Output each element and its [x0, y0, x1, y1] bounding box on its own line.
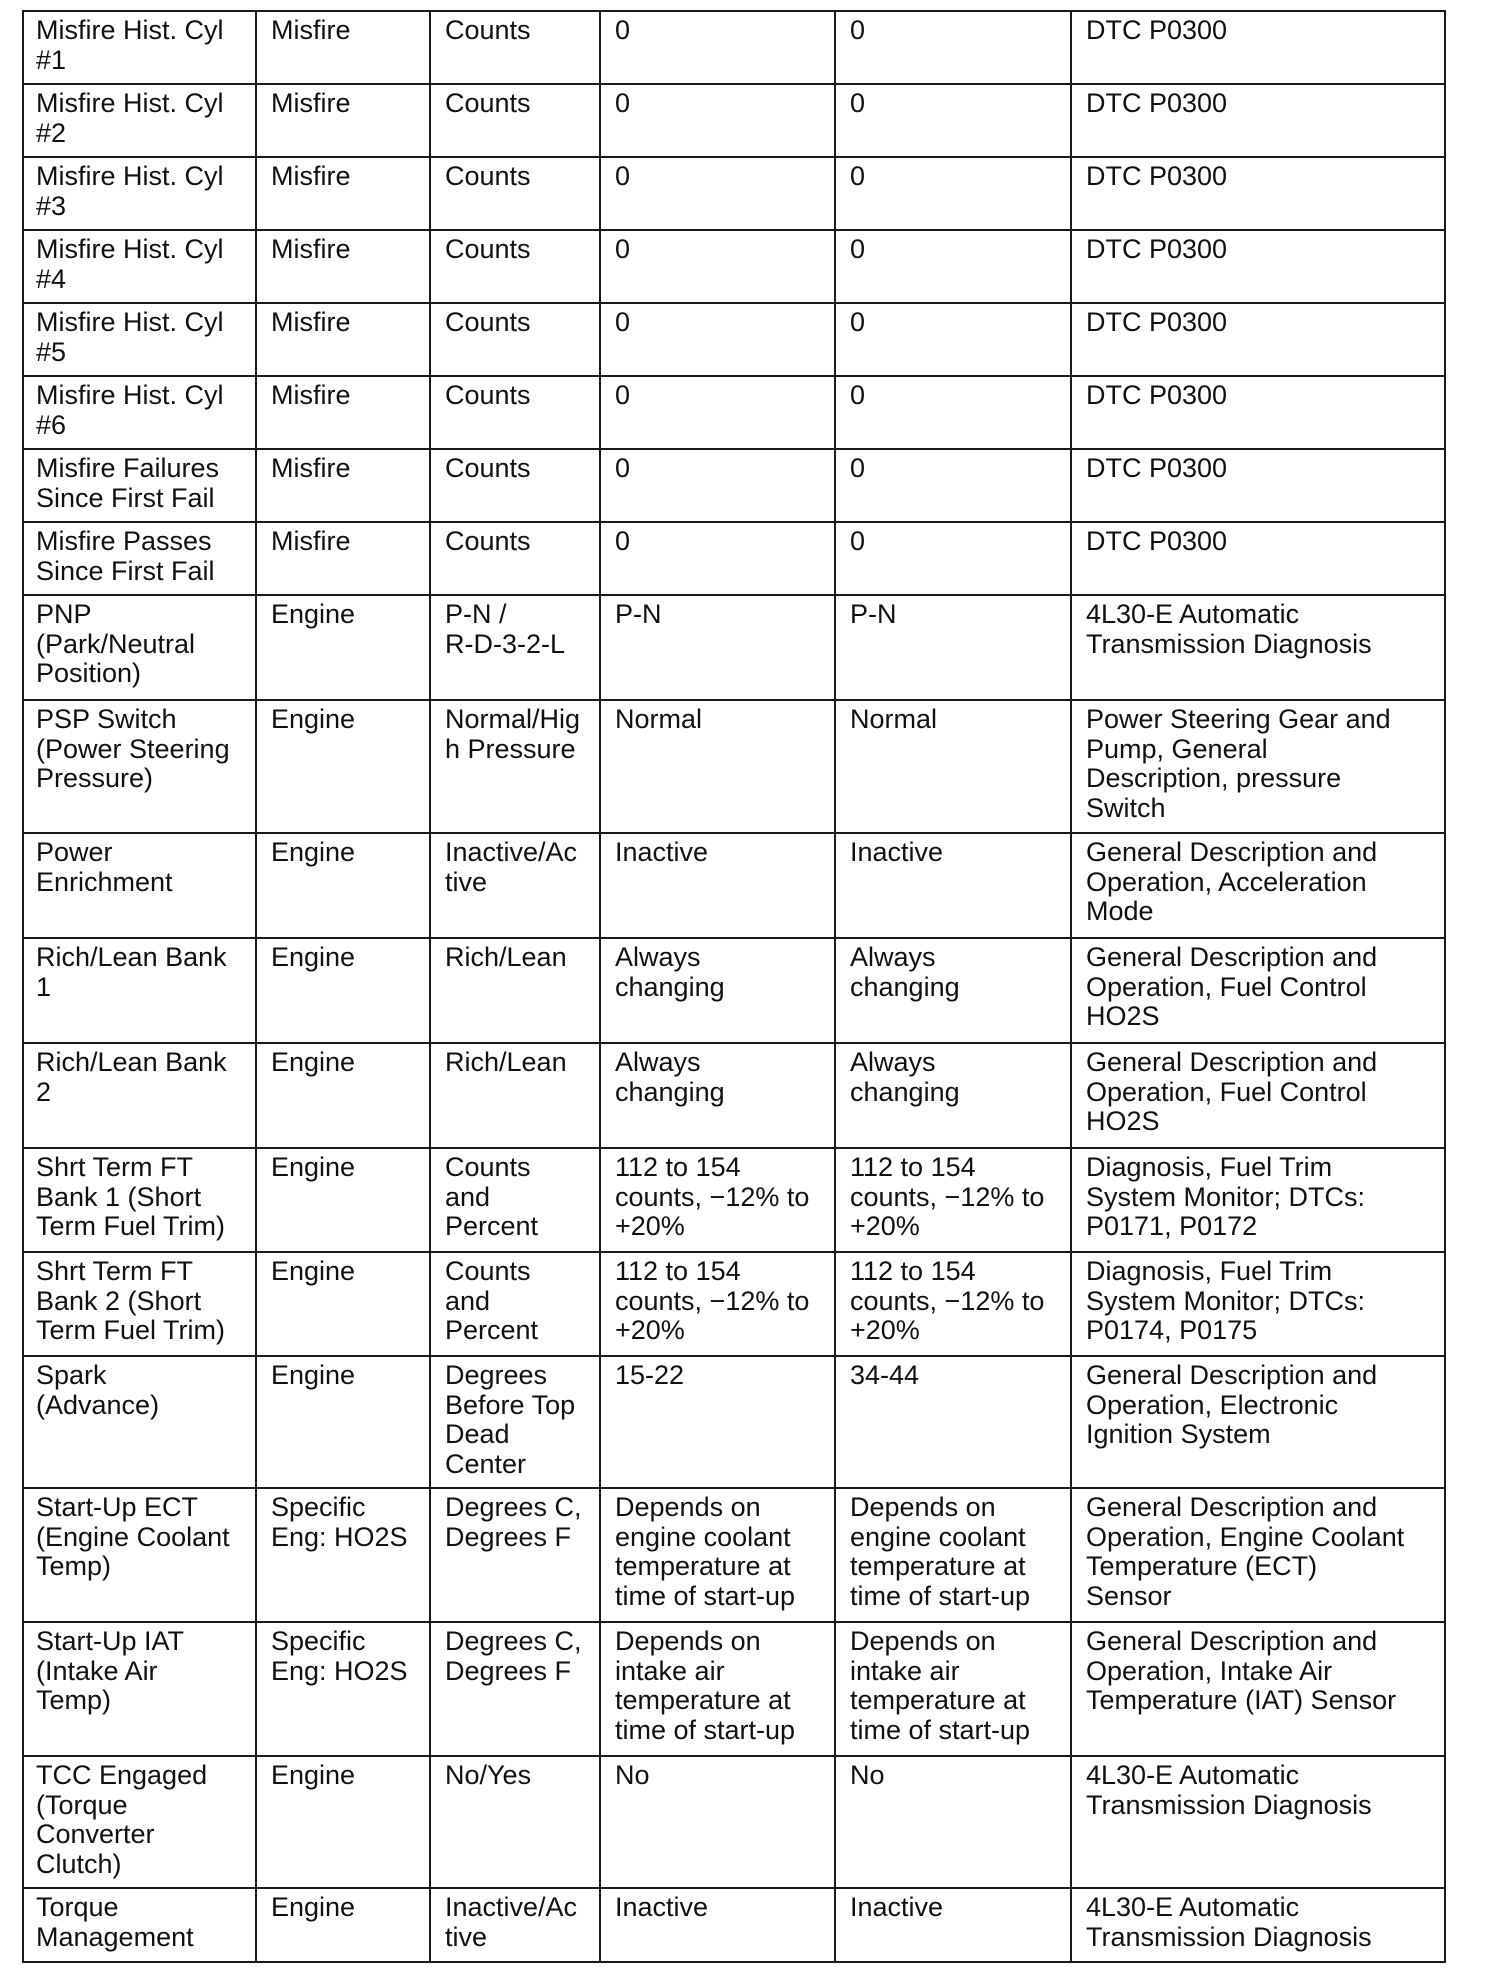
reference-cell: Diagnosis, Fuel Trim System Monitor; DTCs: P0171, P0172	[1071, 1148, 1445, 1252]
value-b-cell: Depends on intake air temperature at time of start-up	[835, 1622, 1071, 1756]
units-cell: Counts and Percent	[430, 1252, 600, 1356]
table-row	[23, 1043, 1445, 1148]
value-a-cell: 0	[600, 303, 835, 376]
table-row	[23, 938, 1445, 1043]
table-row	[23, 84, 1445, 157]
reference-cell: Diagnosis, Fuel Trim System Monitor; DTCs: P0174, P0175	[1071, 1252, 1445, 1356]
parameter-cell: Start-Up ECT (Engine Coolant Temp)	[23, 1488, 256, 1622]
reference-cell: DTC P0300	[1071, 84, 1445, 157]
parameter-cell: Misfire Hist. Cyl #3	[23, 157, 256, 230]
parameter-cell: Rich/Lean Bank 2	[23, 1043, 256, 1148]
system-cell: Specific Eng: HO2S	[256, 1622, 430, 1756]
system-cell: Engine	[256, 938, 430, 1043]
system-cell: Misfire	[256, 11, 430, 84]
units-cell: Normal/Hig h Pressure	[430, 700, 600, 833]
value-a-cell: 112 to 154 counts, −12% to +20%	[600, 1252, 835, 1356]
value-a-cell: 0	[600, 157, 835, 230]
parameter-cell: PNP (Park/Neutral Position)	[23, 595, 256, 700]
reference-cell: DTC P0300	[1071, 230, 1445, 303]
units-cell: Counts	[430, 376, 600, 449]
value-b-cell: Inactive	[835, 1888, 1071, 1962]
value-a-cell: Depends on engine coolant temperature at time of start-up	[600, 1488, 835, 1622]
reference-cell: General Description and Operation, Fuel Control HO2S	[1071, 1043, 1445, 1148]
reference-cell: 4L30-E Automatic Transmission Diagnosis	[1071, 1756, 1445, 1888]
value-b-cell: Inactive	[835, 833, 1071, 938]
value-a-cell: 0	[600, 449, 835, 522]
table-row	[23, 595, 1445, 700]
reference-cell: General Description and Operation, Acceleration Mode	[1071, 833, 1445, 938]
parameter-cell: Misfire Passes Since First Fail	[23, 522, 256, 595]
table-row	[23, 1148, 1445, 1252]
parameter-cell: Misfire Hist. Cyl #5	[23, 303, 256, 376]
value-a-cell: No	[600, 1756, 835, 1888]
table-row	[23, 157, 1445, 230]
table-row	[23, 1622, 1445, 1756]
value-b-cell: 0	[835, 522, 1071, 595]
table-row	[23, 1756, 1445, 1888]
parameter-cell: Spark (Advance)	[23, 1356, 256, 1488]
value-b-cell: 112 to 154 counts, −12% to +20%	[835, 1252, 1071, 1356]
value-a-cell: Always changing	[600, 1043, 835, 1148]
value-b-cell: 112 to 154 counts, −12% to +20%	[835, 1148, 1071, 1252]
system-cell: Misfire	[256, 376, 430, 449]
units-cell: Rich/Lean	[430, 938, 600, 1043]
table-row	[23, 700, 1445, 833]
units-cell: Degrees C, Degrees F	[430, 1488, 600, 1622]
system-cell: Engine	[256, 1888, 430, 1962]
value-a-cell: Inactive	[600, 1888, 835, 1962]
units-cell: Inactive/Ac tive	[430, 833, 600, 938]
table-row	[23, 1488, 1445, 1622]
units-cell: No/Yes	[430, 1756, 600, 1888]
parameter-cell: PSP Switch (Power Steering Pressure)	[23, 700, 256, 833]
units-cell: P-N / R-D-3-2-L	[430, 595, 600, 700]
table-row	[23, 449, 1445, 522]
parameter-cell: Misfire Hist. Cyl #4	[23, 230, 256, 303]
reference-cell: DTC P0300	[1071, 522, 1445, 595]
value-a-cell: Depends on intake air temperature at time of start-up	[600, 1622, 835, 1756]
units-cell: Degrees Before Top Dead Center	[430, 1356, 600, 1488]
system-cell: Misfire	[256, 230, 430, 303]
value-b-cell: 0	[835, 84, 1071, 157]
system-cell: Misfire	[256, 449, 430, 522]
table-row	[23, 230, 1445, 303]
value-b-cell: 0	[835, 303, 1071, 376]
system-cell: Engine	[256, 833, 430, 938]
table-row	[23, 1252, 1445, 1356]
reference-cell: DTC P0300	[1071, 157, 1445, 230]
value-b-cell: No	[835, 1756, 1071, 1888]
system-cell: Engine	[256, 1756, 430, 1888]
system-cell: Engine	[256, 700, 430, 833]
system-cell: Engine	[256, 1043, 430, 1148]
value-a-cell: 0	[600, 522, 835, 595]
value-a-cell: Normal	[600, 700, 835, 833]
parameter-cell: Misfire Hist. Cyl #2	[23, 84, 256, 157]
value-a-cell: Inactive	[600, 833, 835, 938]
value-b-cell: 0	[835, 376, 1071, 449]
units-cell: Counts and Percent	[430, 1148, 600, 1252]
value-b-cell: 0	[835, 11, 1071, 84]
units-cell: Degrees C, Degrees F	[430, 1622, 600, 1756]
units-cell: Counts	[430, 84, 600, 157]
reference-cell: DTC P0300	[1071, 449, 1445, 522]
reference-cell: General Description and Operation, Intake Air Temperature (IAT) Sensor	[1071, 1622, 1445, 1756]
table-row	[23, 1356, 1445, 1488]
value-a-cell: 0	[600, 376, 835, 449]
table-row	[23, 11, 1445, 84]
system-cell: Specific Eng: HO2S	[256, 1488, 430, 1622]
value-b-cell: 0	[835, 449, 1071, 522]
table-row	[23, 833, 1445, 938]
value-a-cell: 15-22	[600, 1356, 835, 1488]
parameter-cell: Misfire Failures Since First Fail	[23, 449, 256, 522]
parameter-cell: Misfire Hist. Cyl #1	[23, 11, 256, 84]
units-cell: Rich/Lean	[430, 1043, 600, 1148]
reference-cell: 4L30-E Automatic Transmission Diagnosis	[1071, 595, 1445, 700]
table-row	[23, 376, 1445, 449]
table-row	[23, 522, 1445, 595]
value-a-cell: 0	[600, 230, 835, 303]
parameter-cell: TCC Engaged (Torque Converter Clutch)	[23, 1756, 256, 1888]
reference-cell: DTC P0300	[1071, 303, 1445, 376]
value-b-cell: Always changing	[835, 1043, 1071, 1148]
value-b-cell: Always changing	[835, 938, 1071, 1043]
reference-cell: DTC P0300	[1071, 11, 1445, 84]
value-a-cell: Always changing	[600, 938, 835, 1043]
reference-cell: 4L30-E Automatic Transmission Diagnosis	[1071, 1888, 1445, 1962]
reference-cell: General Description and Operation, Engine Coolant Temperature (ECT) Sensor	[1071, 1488, 1445, 1622]
scan-data-table	[22, 10, 1446, 1963]
table-row	[23, 303, 1445, 376]
units-cell: Counts	[430, 449, 600, 522]
reference-cell: Power Steering Gear and Pump, General Description, pressure Switch	[1071, 700, 1445, 833]
reference-cell: General Description and Operation, Fuel Control HO2S	[1071, 938, 1445, 1043]
system-cell: Misfire	[256, 303, 430, 376]
units-cell: Counts	[430, 157, 600, 230]
system-cell: Misfire	[256, 522, 430, 595]
parameter-cell: Misfire Hist. Cyl #6	[23, 376, 256, 449]
units-cell: Counts	[430, 230, 600, 303]
value-b-cell: Depends on engine coolant temperature at time of start-up	[835, 1488, 1071, 1622]
parameter-cell: Shrt Term FT Bank 1 (Short Term Fuel Trim)	[23, 1148, 256, 1252]
system-cell: Engine	[256, 1252, 430, 1356]
system-cell: Misfire	[256, 84, 430, 157]
parameter-cell: Rich/Lean Bank 1	[23, 938, 256, 1043]
parameter-cell: Torque Management	[23, 1888, 256, 1962]
table-row	[23, 1888, 1445, 1962]
value-b-cell: P-N	[835, 595, 1071, 700]
reference-cell: General Description and Operation, Electronic Ignition System	[1071, 1356, 1445, 1488]
units-cell: Inactive/Ac tive	[430, 1888, 600, 1962]
system-cell: Engine	[256, 595, 430, 700]
parameter-cell: Shrt Term FT Bank 2 (Short Term Fuel Trim)	[23, 1252, 256, 1356]
system-cell: Engine	[256, 1148, 430, 1252]
parameter-cell: Start-Up IAT (Intake Air Temp)	[23, 1622, 256, 1756]
value-a-cell: 0	[600, 11, 835, 84]
value-a-cell: P-N	[600, 595, 835, 700]
value-a-cell: 112 to 154 counts, −12% to +20%	[600, 1148, 835, 1252]
value-b-cell: 34-44	[835, 1356, 1071, 1488]
value-a-cell: 0	[600, 84, 835, 157]
table-body	[23, 11, 1445, 1962]
reference-cell: DTC P0300	[1071, 376, 1445, 449]
value-b-cell: Normal	[835, 700, 1071, 833]
system-cell: Engine	[256, 1356, 430, 1488]
system-cell: Misfire	[256, 157, 430, 230]
value-b-cell: 0	[835, 230, 1071, 303]
units-cell: Counts	[430, 303, 600, 376]
value-b-cell: 0	[835, 157, 1071, 230]
units-cell: Counts	[430, 522, 600, 595]
units-cell: Counts	[430, 11, 600, 84]
parameter-cell: Power Enrichment	[23, 833, 256, 938]
